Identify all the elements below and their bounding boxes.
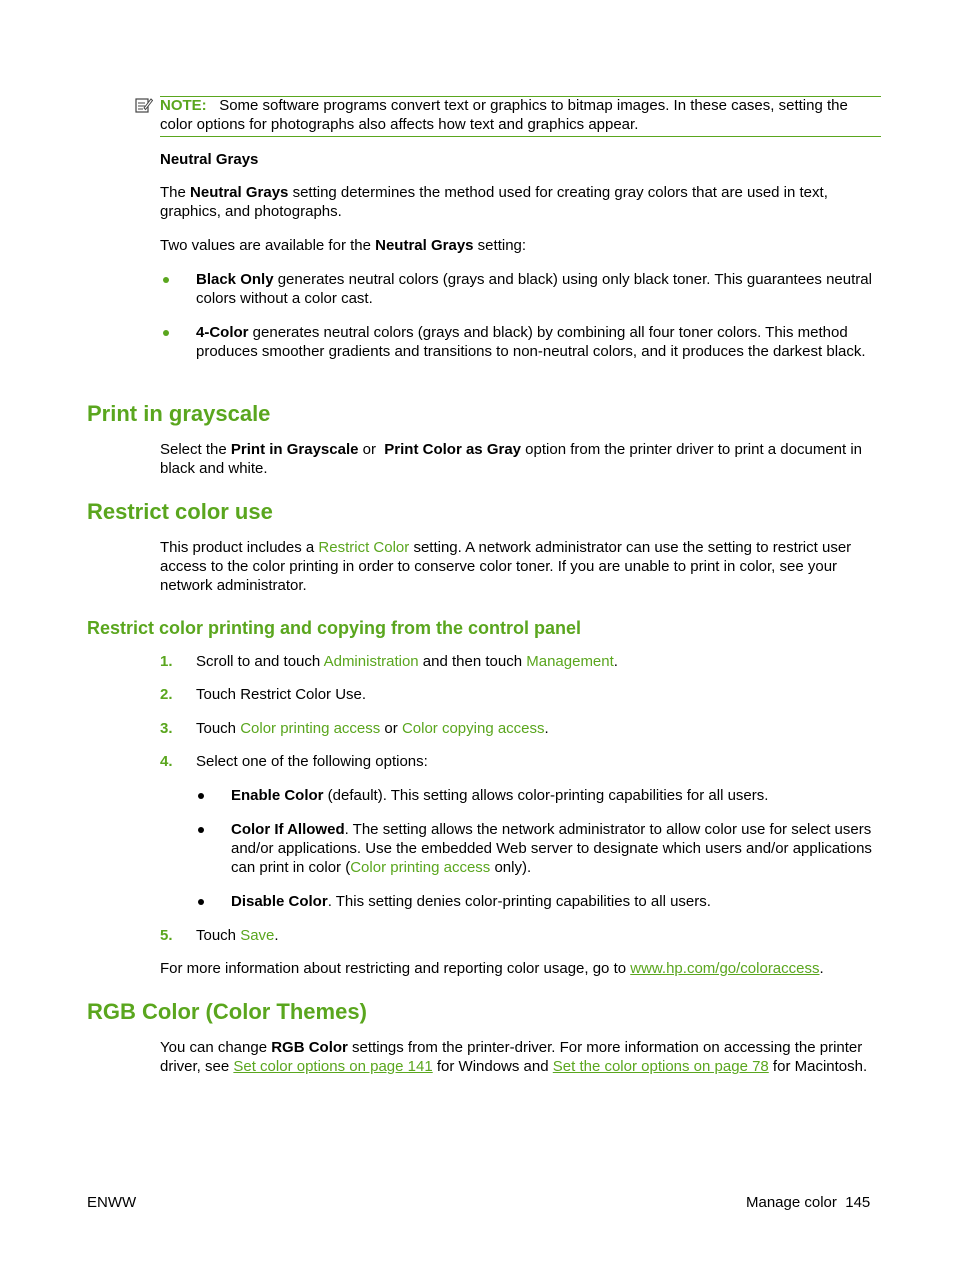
text-span: settings from the printer-driver. For more information on accessing the printer driver, see (160, 1039, 863, 1075)
text-span: for Macintosh. (768, 1058, 868, 1075)
step-text (196, 926, 882, 945)
text-span: setting. A network administrator can use the setting to restrict user access to the color printing in order to conserve color toner. If you are unable to print in color, see your network administrator. (160, 539, 852, 594)
option-item (231, 892, 882, 911)
bold-span: Color If Allowed (231, 821, 345, 838)
bullet-dot (198, 793, 204, 799)
option-item (231, 786, 882, 805)
rgb-para (160, 1038, 882, 1076)
list-item (196, 323, 882, 361)
bold-span: Black Only (196, 271, 274, 288)
menu-ref: Save (240, 927, 275, 944)
text-span: Touch (196, 927, 241, 944)
bullet-dot (163, 277, 169, 283)
bold-span: Print in Grayscale (230, 441, 359, 458)
text-span: and then touch (418, 653, 527, 670)
menu-ref: Color copying access (401, 720, 545, 737)
text-span: . (613, 653, 618, 670)
bold-span: Print Color as Gray (384, 441, 522, 458)
more-info-para (160, 959, 882, 978)
note-body: Some software programs convert text or graphics to bitmap images. In these cases, setting the color options for photographs also affects how text and graphics appear. (160, 97, 848, 133)
text-span: setting determines the method used for creating gray colors that are used in text, graphics, and photographs. (160, 184, 828, 220)
text-span: Scroll to and touch (196, 653, 324, 670)
subsection-heading-control-panel: Restrict color printing and copying from the control panel (87, 618, 582, 638)
neutral-grays-para1 (160, 183, 882, 221)
text-span: This product includes a (160, 539, 319, 556)
bullet-dot (198, 899, 204, 905)
footer-left: ENWW (87, 1194, 137, 1211)
step-number: 1. (160, 653, 173, 670)
text-span: or (380, 720, 402, 737)
text-span: . (819, 960, 824, 977)
text-span: option from the printer driver to print a document in black and white. (160, 441, 863, 477)
bold-span: Disable Color (231, 893, 328, 910)
step-number: 2. (160, 686, 173, 703)
step-number: 4. (160, 753, 173, 770)
section-heading-restrict: Restrict color use (87, 499, 273, 524)
list-item (196, 270, 882, 308)
text-span: Two values are available for the (160, 237, 376, 254)
footer-section-name: Manage color (746, 1194, 837, 1211)
neutral-grays-para2 (160, 236, 882, 255)
text-span: . (544, 720, 549, 737)
text-span: For more information about restricting and reporting color usage, go to (160, 960, 631, 977)
restrict-para (160, 538, 882, 595)
text-span: generates neutral colors (grays and black) using only black toner. This guarantees neutral colors without a color cast. (196, 271, 872, 307)
note-label: NOTE: (160, 97, 207, 114)
step-number: 3. (160, 720, 173, 737)
bold-span: 4-Color (196, 324, 249, 341)
bullet-dot (163, 330, 169, 336)
text-span: or (358, 441, 385, 458)
coloraccess-link[interactable]: www.hp.com/go/coloraccess (630, 960, 820, 977)
section-heading-rgb: RGB Color (Color Themes) (87, 999, 367, 1024)
text-span: . The setting allows the network administrator to allow color use for select users and/or applications. Use the embedded Web server to designate which users and/or applications can print in color ( (231, 821, 872, 876)
text-span: (default). This setting allows color-printing capabilities for all users. (323, 787, 769, 804)
text-span: Touch (196, 720, 241, 737)
step-text (196, 719, 882, 738)
text-span: . This setting denies color-printing capabilities to all users. (327, 893, 711, 910)
menu-ref: Administration (323, 653, 419, 670)
step-text: Select one of the following options: (196, 753, 428, 770)
option-item (231, 820, 882, 877)
note-text (160, 96, 882, 134)
menu-ref: Management (526, 653, 614, 670)
menu-ref: Color printing access (350, 859, 491, 876)
bullet-dot (198, 827, 204, 833)
bold-span: Enable Color (231, 787, 324, 804)
step-number: 5. (160, 927, 173, 944)
text-span: generates neutral colors (grays and black) by combining all four toner colors. This method produces smoother gradients and transitions to non-neutral colors, and it produces the darkest black. (196, 324, 866, 360)
bold-span: Neutral Grays (190, 184, 289, 201)
restrict-color-ref: Restrict Color (318, 539, 410, 556)
bold-span: RGB Color (271, 1039, 348, 1056)
menu-ref: Color printing access (240, 720, 381, 737)
step-text (196, 652, 882, 671)
text-span: You can change (160, 1039, 272, 1056)
page-141-link[interactable]: Set color options on page 141 (233, 1058, 433, 1075)
page-number: 145 (845, 1194, 871, 1211)
step-text: Touch Restrict Color Use. (196, 686, 367, 703)
text-span: for Windows and (432, 1058, 553, 1075)
footer-right (746, 1193, 870, 1212)
text-span: Select the (160, 441, 231, 458)
section-heading-grayscale: Print in grayscale (87, 401, 271, 426)
note-icon (135, 97, 153, 113)
bold-span: Neutral Grays (375, 237, 474, 254)
page-78-link[interactable]: Set the color options on page 78 (552, 1058, 769, 1075)
neutral-grays-heading: Neutral Grays (160, 151, 259, 168)
text-span: only). (490, 859, 532, 876)
text-span: . (274, 927, 279, 944)
grayscale-para (160, 440, 882, 478)
text-span: The (160, 184, 191, 201)
text-span: setting: (473, 237, 527, 254)
